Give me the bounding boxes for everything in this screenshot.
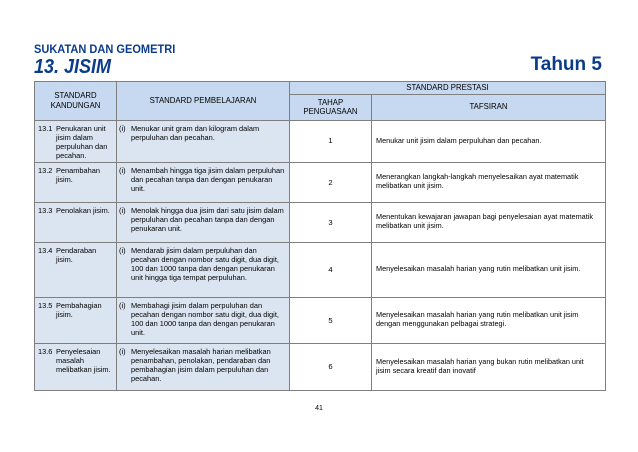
table-row bbox=[35, 202, 606, 242]
pembelajaran-cell bbox=[117, 242, 290, 297]
tahap-cell: 1 bbox=[290, 120, 372, 162]
year-label: Tahun 5 bbox=[530, 54, 602, 75]
table-row bbox=[35, 343, 606, 390]
kandungan-cell bbox=[35, 202, 117, 242]
kandungan-number: 13.5 bbox=[38, 300, 53, 310]
chapter-title: 13. JISIM bbox=[34, 56, 112, 78]
pembelajaran-number: (i) bbox=[119, 300, 126, 310]
pembelajaran-text: Mendarab jisim dalam perpuluhan dan pecahan dengan nombor satu digit, dua digit, 100 dan 1000 tanpa dan dengan penukaran unit hingga tiga tempat perpuluhan. bbox=[131, 245, 279, 282]
tahap-cell: 2 bbox=[290, 162, 372, 202]
kandungan-number: 13.3 bbox=[38, 205, 53, 215]
tahap-cell: 5 bbox=[290, 297, 372, 343]
pembelajaran-cell bbox=[117, 120, 290, 162]
tahap-cell: 3 bbox=[290, 202, 372, 242]
tafsiran-cell: Menukar unit jisim dalam perpuluhan dan pecahan. bbox=[372, 120, 606, 162]
header-tafsiran: TAFSIRAN bbox=[372, 94, 606, 120]
kandungan-text: Penambahan jisim. bbox=[56, 165, 100, 184]
kandungan-cell bbox=[35, 297, 117, 343]
pembelajaran-number: (i) bbox=[119, 346, 126, 356]
tahap-cell: 6 bbox=[290, 343, 372, 390]
pembelajaran-text: Menambah hingga tiga jisim dalam perpuluhan dan pecahan tanpa dan dengan penukaran unit. bbox=[131, 165, 285, 193]
kandungan-number: 13.2 bbox=[38, 165, 53, 175]
pembelajaran-cell bbox=[117, 297, 290, 343]
kandungan-text: Penyelesaian masalah melibatkan jisim. bbox=[56, 346, 111, 374]
topic-heading: SUKATAN DAN GEOMETRI bbox=[34, 42, 176, 56]
header-standard-pembelajaran: STANDARD PEMBELAJARAN bbox=[117, 82, 290, 121]
tafsiran-cell: Menentukan kewajaran jawapan bagi penyelesaian ayat matematik melibatkan unit jisim. bbox=[372, 202, 606, 242]
kandungan-number: 13.1 bbox=[38, 123, 53, 133]
table-row bbox=[35, 162, 606, 202]
tafsiran-cell: Menyelesaikan masalah harian yang rutin melibatkan unit jisim dengan menggunakan pelbagai strategi. bbox=[372, 297, 606, 343]
table-row bbox=[35, 120, 606, 162]
pembelajaran-number: (i) bbox=[119, 165, 126, 175]
tafsiran-cell: Menyelesaikan masalah harian yang rutin melibatkan unit jisim. bbox=[372, 242, 606, 297]
pembelajaran-text: Menukar unit gram dan kilogram dalam perpuluhan dan pecahan. bbox=[131, 123, 260, 142]
page-number: 41 bbox=[315, 405, 323, 412]
kandungan-cell bbox=[35, 242, 117, 297]
kandungan-text: Pembahagian jisim. bbox=[56, 300, 102, 319]
table-row bbox=[35, 242, 606, 297]
header-standard-kandungan: STANDARD KANDUNGAN bbox=[35, 82, 117, 121]
pembelajaran-text: Menyelesaikan masalah harian melibatkan penambahan, penolakan, pendaraban dan pembahagian jisim dalam perpuluhan dan pecahan. bbox=[131, 346, 271, 383]
kandungan-text: Pendaraban jisim. bbox=[56, 245, 97, 264]
pembelajaran-cell bbox=[117, 202, 290, 242]
kandungan-text: Penukaran unit jisim dalam perpuluhan dan pecahan. bbox=[56, 123, 108, 160]
kandungan-cell bbox=[35, 343, 117, 390]
tafsiran-cell: Menyelesaikan masalah harian yang bukan rutin melibatkan unit jisim secara kreatif dan inovatif bbox=[372, 343, 606, 390]
pembelajaran-number: (i) bbox=[119, 245, 126, 255]
pembelajaran-cell bbox=[117, 162, 290, 202]
header-standard-prestasi: STANDARD PRESTASI bbox=[290, 82, 606, 95]
kandungan-text: Penolakan jisim. bbox=[56, 205, 110, 215]
pembelajaran-cell bbox=[117, 343, 290, 390]
pembelajaran-number: (i) bbox=[119, 123, 126, 133]
kandungan-cell bbox=[35, 120, 117, 162]
pembelajaran-number: (i) bbox=[119, 205, 126, 215]
kandungan-number: 13.6 bbox=[38, 346, 53, 356]
pembelajaran-text: Membahagi jisim dalam perpuluhan dan pecahan dengan nombor satu digit, dua digit, 100 dan 1000 tanpa dan dengan penukaran unit. bbox=[131, 300, 279, 337]
pembelajaran-text: Menolak hingga dua jisim dari satu jisim dalam perpuluhan dan pecahan tanpa dan dengan penukaran unit. bbox=[131, 205, 284, 233]
kandungan-cell bbox=[35, 162, 117, 202]
tafsiran-cell: Menerangkan langkah-langkah menyelesaikan ayat matematik melibatkan unit jisim. bbox=[372, 162, 606, 202]
table-row bbox=[35, 297, 606, 343]
kandungan-number: 13.4 bbox=[38, 245, 53, 255]
tahap-cell: 4 bbox=[290, 242, 372, 297]
header-tahap-penguasaan: TAHAP PENGUASAAN bbox=[290, 94, 372, 120]
standards-table bbox=[34, 81, 606, 391]
